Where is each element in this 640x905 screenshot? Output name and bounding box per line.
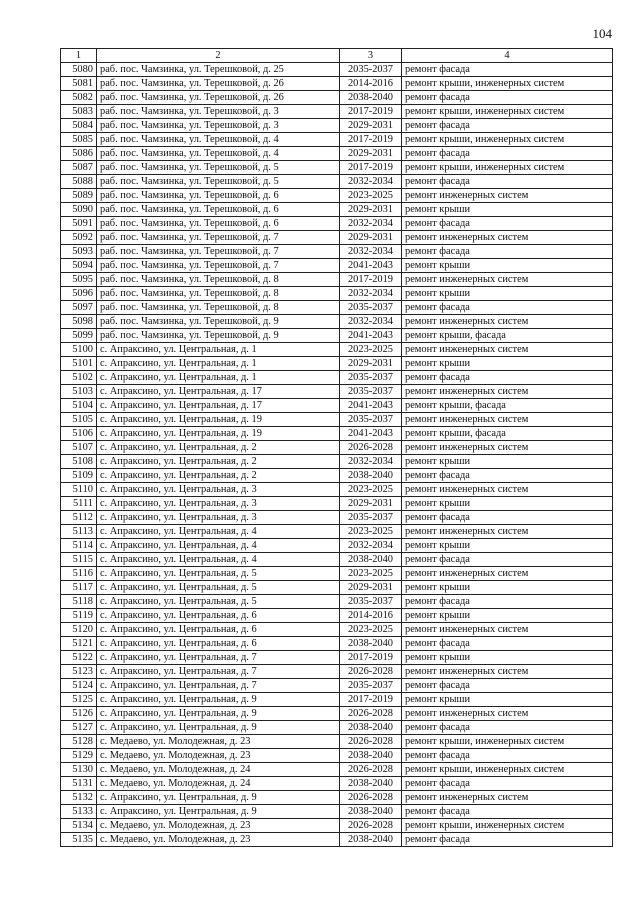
row-address: раб. пос. Чамзинка, ул. Терешковой, д. 3 [97,119,340,133]
row-period: 2023-2025 [340,343,402,357]
table-row [61,63,613,77]
row-address: с. Медаево, ул. Молодежная, д. 23 [97,833,340,847]
row-number: 5105 [61,413,97,427]
row-number: 5129 [61,749,97,763]
row-address: раб. пос. Чамзинка, ул. Терешковой, д. 7 [97,259,340,273]
row-period: 2023-2025 [340,483,402,497]
row-work-type: ремонт фасада [402,553,613,567]
row-work-type: ремонт фасада [402,63,613,77]
row-address: с. Апраксино, ул. Центральная, д. 9 [97,707,340,721]
row-address: раб. пос. Чамзинка, ул. Терешковой, д. 9 [97,329,340,343]
table-row [61,609,613,623]
row-number: 5131 [61,777,97,791]
table-row [61,441,613,455]
row-period: 2023-2025 [340,189,402,203]
row-work-type: ремонт инженерных систем [402,791,613,805]
row-address: с. Медаево, ул. Молодежная, д. 23 [97,819,340,833]
row-address: с. Апраксино, ул. Центральная, д. 5 [97,581,340,595]
table-row [61,273,613,287]
table-row [61,147,613,161]
row-number: 5111 [61,497,97,511]
row-number: 5118 [61,595,97,609]
row-address: с. Апраксино, ул. Центральная, д. 5 [97,567,340,581]
row-work-type: ремонт фасада [402,245,613,259]
row-address: с. Апраксино, ул. Центральная, д. 9 [97,721,340,735]
row-period: 2035-2037 [340,301,402,315]
row-address: с. Апраксино, ул. Центральная, д. 3 [97,511,340,525]
row-address: с. Апраксино, ул. Центральная, д. 9 [97,805,340,819]
table-row [61,595,613,609]
row-period: 2035-2037 [340,595,402,609]
row-address: раб. пос. Чамзинка, ул. Терешковой, д. 5 [97,175,340,189]
row-number: 5130 [61,763,97,777]
row-period: 2035-2037 [340,413,402,427]
row-address: с. Медаево, ул. Молодежная, д. 23 [97,735,340,749]
row-work-type: ремонт крыши, фасада [402,427,613,441]
table-row [61,735,613,749]
row-work-type: ремонт крыши [402,651,613,665]
row-period: 2014-2016 [340,77,402,91]
row-period: 2041-2043 [340,399,402,413]
row-address: с. Апраксино, ул. Центральная, д. 7 [97,679,340,693]
row-work-type: ремонт крыши [402,539,613,553]
row-work-type: ремонт фасада [402,777,613,791]
row-number: 5114 [61,539,97,553]
row-number: 5080 [61,63,97,77]
row-address: раб. пос. Чамзинка, ул. Терешковой, д. 8 [97,287,340,301]
row-period: 2038-2040 [340,637,402,651]
table-row [61,833,613,847]
row-work-type: ремонт крыши [402,581,613,595]
table-row [61,763,613,777]
row-number: 5106 [61,427,97,441]
row-work-type: ремонт инженерных систем [402,483,613,497]
row-number: 5122 [61,651,97,665]
table-row [61,623,613,637]
row-address: с. Апраксино, ул. Центральная, д. 7 [97,665,340,679]
table-header-row [61,49,613,63]
row-number: 5116 [61,567,97,581]
row-work-type: ремонт инженерных систем [402,441,613,455]
table-row [61,91,613,105]
row-address: раб. пос. Чамзинка, ул. Терешковой, д. 8 [97,273,340,287]
row-period: 2032-2034 [340,287,402,301]
row-work-type: ремонт крыши [402,497,613,511]
row-work-type: ремонт фасада [402,511,613,525]
header-col-4: 4 [402,49,613,63]
row-number: 5135 [61,833,97,847]
row-number: 5115 [61,553,97,567]
row-work-type: ремонт крыши [402,287,613,301]
row-work-type: ремонт крыши [402,259,613,273]
row-work-type: ремонт фасада [402,469,613,483]
row-address: с. Апраксино, ул. Центральная, д. 6 [97,623,340,637]
row-period: 2029-2031 [340,581,402,595]
row-number: 5110 [61,483,97,497]
row-work-type: ремонт фасада [402,749,613,763]
row-number: 5113 [61,525,97,539]
row-address: с. Апраксино, ул. Центральная, д. 6 [97,609,340,623]
table-row [61,329,613,343]
table-row [61,385,613,399]
table-row [61,567,613,581]
row-number: 5117 [61,581,97,595]
row-period: 2026-2028 [340,441,402,455]
row-period: 2026-2028 [340,735,402,749]
row-period: 2017-2019 [340,693,402,707]
row-address: с. Апраксино, ул. Центральная, д. 4 [97,553,340,567]
row-period: 2032-2034 [340,245,402,259]
row-work-type: ремонт инженерных систем [402,665,613,679]
row-work-type: ремонт фасада [402,371,613,385]
row-number: 5096 [61,287,97,301]
row-period: 2035-2037 [340,679,402,693]
row-number: 5103 [61,385,97,399]
row-period: 2038-2040 [340,91,402,105]
row-address: раб. пос. Чамзинка, ул. Терешковой, д. 9 [97,315,340,329]
row-period: 2029-2031 [340,119,402,133]
table-row [61,805,613,819]
row-address: с. Апраксино, ул. Центральная, д. 17 [97,385,340,399]
row-work-type: ремонт крыши, фасада [402,399,613,413]
row-work-type: ремонт инженерных систем [402,707,613,721]
row-work-type: ремонт крыши, инженерных систем [402,161,613,175]
row-number: 5100 [61,343,97,357]
row-period: 2041-2043 [340,329,402,343]
table-row [61,287,613,301]
row-period: 2035-2037 [340,63,402,77]
row-period: 2017-2019 [340,273,402,287]
row-period: 2026-2028 [340,819,402,833]
row-work-type: ремонт крыши [402,693,613,707]
row-number: 5099 [61,329,97,343]
row-work-type: ремонт крыши [402,455,613,469]
row-work-type: ремонт инженерных систем [402,525,613,539]
header-col-2: 2 [97,49,340,63]
row-number: 5082 [61,91,97,105]
row-number: 5112 [61,511,97,525]
row-number: 5108 [61,455,97,469]
row-number: 5124 [61,679,97,693]
row-address: раб. пос. Чамзинка, ул. Терешковой, д. 8 [97,301,340,315]
row-work-type: ремонт фасада [402,637,613,651]
row-address: раб. пос. Чамзинка, ул. Терешковой, д. 4 [97,147,340,161]
row-address: с. Апраксино, ул. Центральная, д. 3 [97,497,340,511]
row-address: с. Апраксино, ул. Центральная, д. 6 [97,637,340,651]
table-row [61,525,613,539]
row-number: 5089 [61,189,97,203]
row-work-type: ремонт фасада [402,595,613,609]
row-work-type: ремонт крыши, инженерных систем [402,735,613,749]
row-address: с. Апраксино, ул. Центральная, д. 1 [97,357,340,371]
row-work-type: ремонт крыши [402,203,613,217]
row-period: 2017-2019 [340,161,402,175]
row-number: 5098 [61,315,97,329]
row-address: с. Апраксино, ул. Центральная, д. 2 [97,455,340,469]
page-number: 104 [592,26,612,41]
table-row [61,399,613,413]
row-address: с. Апраксино, ул. Центральная, д. 4 [97,539,340,553]
row-number: 5107 [61,441,97,455]
row-period: 2029-2031 [340,203,402,217]
table-row [61,483,613,497]
row-period: 2041-2043 [340,427,402,441]
table-row [61,77,613,91]
row-period: 2023-2025 [340,623,402,637]
row-number: 5097 [61,301,97,315]
row-period: 2035-2037 [340,371,402,385]
table-row [61,343,613,357]
table-row [61,245,613,259]
row-number: 5123 [61,665,97,679]
row-period: 2035-2037 [340,385,402,399]
row-work-type: ремонт крыши, инженерных систем [402,819,613,833]
row-work-type: ремонт инженерных систем [402,231,613,245]
row-number: 5127 [61,721,97,735]
row-number: 5086 [61,147,97,161]
row-work-type: ремонт крыши [402,357,613,371]
row-work-type: ремонт крыши, инженерных систем [402,77,613,91]
row-period: 2017-2019 [340,651,402,665]
row-number: 5134 [61,819,97,833]
table-body [61,63,613,847]
row-address: раб. пос. Чамзинка, ул. Терешковой, д. 4 [97,133,340,147]
row-period: 2038-2040 [340,777,402,791]
row-work-type: ремонт инженерных систем [402,623,613,637]
row-address: с. Апраксино, ул. Центральная, д. 7 [97,651,340,665]
table-row [61,665,613,679]
row-address: с. Апраксино, ул. Центральная, д. 9 [97,693,340,707]
row-work-type: ремонт крыши, инженерных систем [402,763,613,777]
table-row [61,637,613,651]
table-row [61,105,613,119]
table-row [61,133,613,147]
table-row [61,259,613,273]
row-address: с. Апраксино, ул. Центральная, д. 9 [97,791,340,805]
table-row [61,469,613,483]
row-period: 2029-2031 [340,497,402,511]
table-row [61,413,613,427]
row-period: 2014-2016 [340,609,402,623]
row-period: 2029-2031 [340,147,402,161]
row-address: с. Апраксино, ул. Центральная, д. 2 [97,441,340,455]
table-row [61,189,613,203]
row-work-type: ремонт инженерных систем [402,343,613,357]
row-address: раб. пос. Чамзинка, ул. Терешковой, д. 25 [97,63,340,77]
row-work-type: ремонт крыши, фасада [402,329,613,343]
row-period: 2032-2034 [340,539,402,553]
row-number: 5101 [61,357,97,371]
row-work-type: ремонт крыши, инженерных систем [402,133,613,147]
row-period: 2038-2040 [340,833,402,847]
row-number: 5125 [61,693,97,707]
row-number: 5087 [61,161,97,175]
row-work-type: ремонт фасада [402,301,613,315]
row-period: 2023-2025 [340,525,402,539]
row-period: 2032-2034 [340,175,402,189]
table-row [61,203,613,217]
row-address: раб. пос. Чамзинка, ул. Терешковой, д. 3 [97,105,340,119]
row-work-type: ремонт инженерных систем [402,315,613,329]
row-number: 5119 [61,609,97,623]
table-row [61,427,613,441]
row-address: с. Апраксино, ул. Центральная, д. 17 [97,399,340,413]
row-work-type: ремонт фасада [402,805,613,819]
row-number: 5093 [61,245,97,259]
row-work-type: ремонт фасада [402,721,613,735]
row-address: с. Апраксино, ул. Центральная, д. 5 [97,595,340,609]
header-col-1: 1 [61,49,97,63]
table-row [61,161,613,175]
row-number: 5109 [61,469,97,483]
table-row [61,497,613,511]
row-number: 5121 [61,637,97,651]
row-period: 2017-2019 [340,133,402,147]
row-period: 2038-2040 [340,469,402,483]
row-period: 2026-2028 [340,763,402,777]
row-number: 5091 [61,217,97,231]
row-address: раб. пос. Чамзинка, ул. Терешковой, д. 26 [97,91,340,105]
row-address: с. Апраксино, ул. Центральная, д. 19 [97,427,340,441]
row-address: раб. пос. Чамзинка, ул. Терешковой, д. 6 [97,217,340,231]
table-row [61,553,613,567]
row-number: 5090 [61,203,97,217]
row-work-type: ремонт фасада [402,833,613,847]
row-address: раб. пос. Чамзинка, ул. Терешковой, д. 5 [97,161,340,175]
table-row [61,455,613,469]
row-work-type: ремонт фасада [402,175,613,189]
row-number: 5104 [61,399,97,413]
row-number: 5083 [61,105,97,119]
table-row [61,791,613,805]
row-period: 2035-2037 [340,511,402,525]
row-period: 2026-2028 [340,707,402,721]
table-row [61,371,613,385]
table-row [61,651,613,665]
row-number: 5095 [61,273,97,287]
row-address: раб. пос. Чамзинка, ул. Терешковой, д. 7 [97,231,340,245]
row-work-type: ремонт крыши, инженерных систем [402,105,613,119]
row-address: с. Апраксино, ул. Центральная, д. 2 [97,469,340,483]
row-period: 2026-2028 [340,665,402,679]
row-period: 2038-2040 [340,721,402,735]
table-row [61,693,613,707]
row-work-type: ремонт инженерных систем [402,273,613,287]
row-period: 2029-2031 [340,357,402,371]
table-row [61,819,613,833]
row-work-type: ремонт фасада [402,119,613,133]
row-address: раб. пос. Чамзинка, ул. Терешковой, д. 26 [97,77,340,91]
table-row [61,679,613,693]
row-number: 5133 [61,805,97,819]
row-number: 5092 [61,231,97,245]
row-address: с. Апраксино, ул. Центральная, д. 1 [97,343,340,357]
row-work-type: ремонт инженерных систем [402,189,613,203]
row-number: 5120 [61,623,97,637]
table-row [61,707,613,721]
table-row [61,511,613,525]
row-period: 2032-2034 [340,217,402,231]
table-row [61,357,613,371]
table-row [61,119,613,133]
row-number: 5128 [61,735,97,749]
table-row [61,581,613,595]
table-row [61,175,613,189]
table-row [61,315,613,329]
row-address: с. Медаево, ул. Молодежная, д. 24 [97,763,340,777]
row-number: 5126 [61,707,97,721]
row-period: 2026-2028 [340,791,402,805]
row-period: 2032-2034 [340,455,402,469]
row-address: с. Апраксино, ул. Центральная, д. 19 [97,413,340,427]
row-work-type: ремонт инженерных систем [402,413,613,427]
row-address: раб. пос. Чамзинка, ул. Терешковой, д. 6 [97,189,340,203]
row-number: 5088 [61,175,97,189]
row-number: 5094 [61,259,97,273]
row-number: 5102 [61,371,97,385]
row-address: раб. пос. Чамзинка, ул. Терешковой, д. 7 [97,245,340,259]
row-address: с. Медаево, ул. Молодежная, д. 23 [97,749,340,763]
row-number: 5084 [61,119,97,133]
table-row [61,301,613,315]
row-number: 5132 [61,791,97,805]
row-address: с. Медаево, ул. Молодежная, д. 24 [97,777,340,791]
row-period: 2032-2034 [340,315,402,329]
row-period: 2038-2040 [340,749,402,763]
row-period: 2017-2019 [340,105,402,119]
table-row [61,231,613,245]
table-row [61,749,613,763]
table-row [61,217,613,231]
row-work-type: ремонт фасада [402,679,613,693]
row-address: с. Апраксино, ул. Центральная, д. 4 [97,525,340,539]
table-row [61,721,613,735]
row-period: 2041-2043 [340,259,402,273]
row-address: с. Апраксино, ул. Центральная, д. 1 [97,371,340,385]
row-work-type: ремонт инженерных систем [402,385,613,399]
row-period: 2038-2040 [340,805,402,819]
row-work-type: ремонт фасада [402,147,613,161]
row-address: с. Апраксино, ул. Центральная, д. 3 [97,483,340,497]
row-number: 5085 [61,133,97,147]
row-work-type: ремонт инженерных систем [402,567,613,581]
row-work-type: ремонт фасада [402,217,613,231]
row-address: раб. пос. Чамзинка, ул. Терешковой, д. 6 [97,203,340,217]
row-period: 2023-2025 [340,567,402,581]
row-period: 2029-2031 [340,231,402,245]
housing-repair-table [60,48,613,847]
header-col-3: 3 [340,49,402,63]
table-row [61,777,613,791]
row-work-type: ремонт крыши [402,609,613,623]
table-row [61,539,613,553]
row-work-type: ремонт фасада [402,91,613,105]
row-period: 2038-2040 [340,553,402,567]
row-number: 5081 [61,77,97,91]
